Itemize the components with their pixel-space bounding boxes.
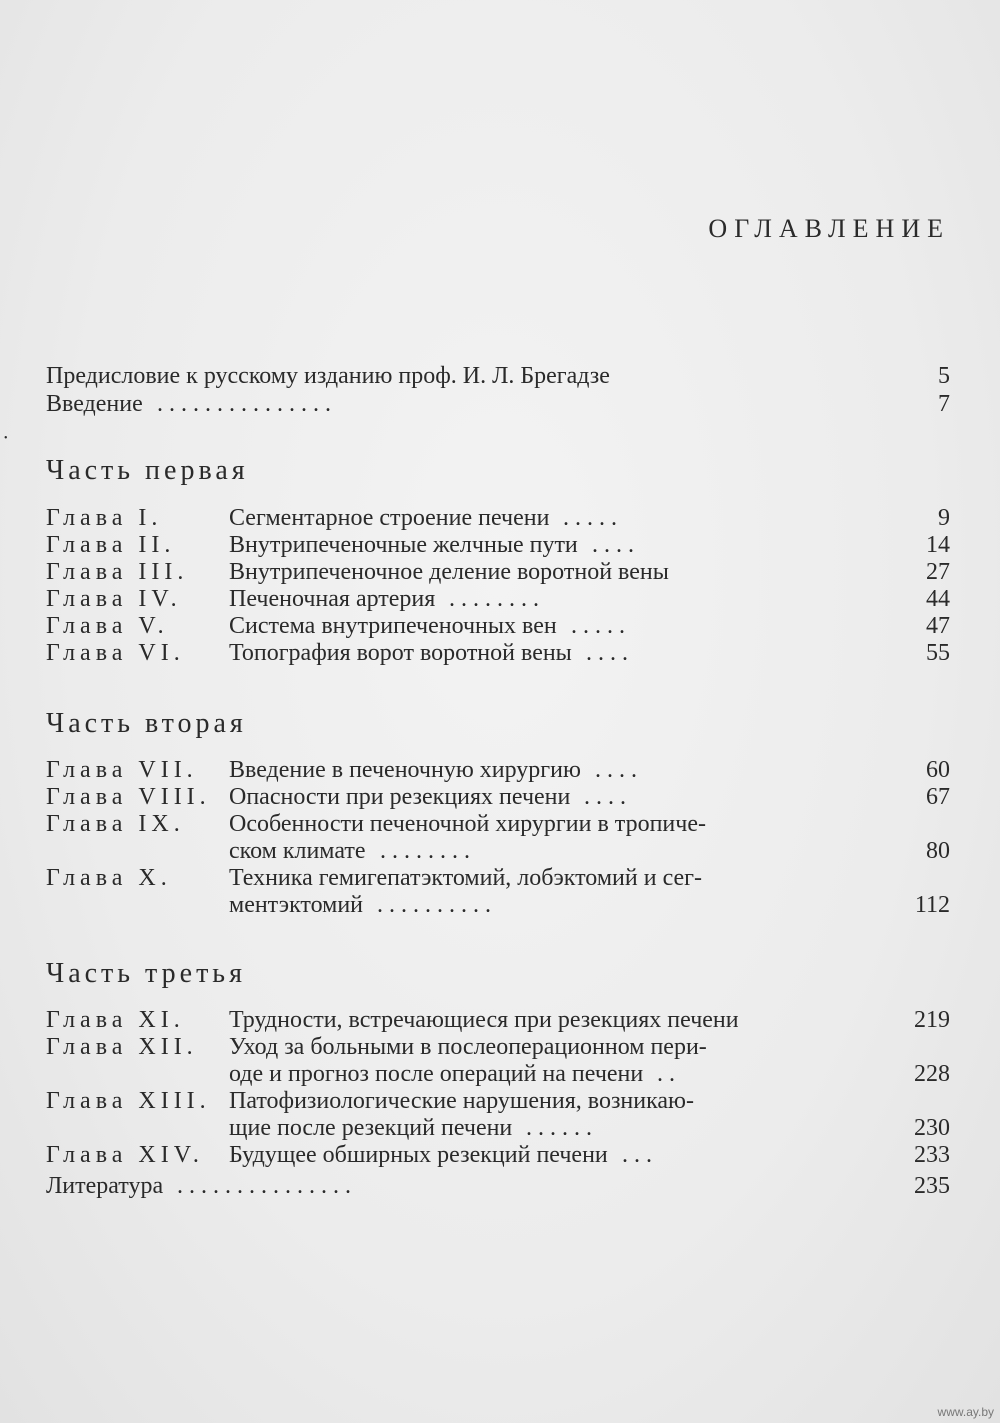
chapter-label: Глава IX. <box>46 811 185 837</box>
toc-heading: ОГЛАВЛЕНИЕ <box>708 214 950 243</box>
chapter-title: Сегментарное строение печени <box>229 505 550 531</box>
leader-dots: . . . . <box>592 532 634 558</box>
leader-dots: . . . . . . <box>526 1115 592 1141</box>
chapter-title: Трудности, встречающиеся при резекциях печени <box>229 1007 739 1033</box>
toc-row <box>46 891 950 919</box>
chapter-label: Глава XIV. <box>46 1142 204 1168</box>
toc-row <box>46 1060 950 1088</box>
toc-row <box>46 756 950 784</box>
chapter-label: Глава I. <box>46 505 163 531</box>
toc-row <box>46 837 950 865</box>
chapter-title: Патофизиологические нарушения, возникаю- <box>229 1088 694 1114</box>
chapter-title: Система внутрипеченочных вен <box>229 613 557 639</box>
toc-row <box>46 585 950 613</box>
page-number: 5 <box>938 363 950 389</box>
leader-dots: . . . . . . . . . . . . . . . <box>157 391 331 417</box>
toc-row <box>46 558 950 586</box>
chapter-label: Глава V. <box>46 613 169 639</box>
toc-row <box>46 810 950 838</box>
page-number: 112 <box>914 892 950 918</box>
chapter-title: Особенности печеночной хирургии в тропиче- <box>229 811 706 837</box>
page-number: 9 <box>938 505 950 531</box>
chapter-label: Глава VI. <box>46 640 185 666</box>
page-number: 230 <box>914 1115 950 1141</box>
leader-dots: . . . . . <box>571 613 625 639</box>
page-number: 14 <box>926 532 950 558</box>
leader-dots: . . . . . <box>563 505 617 531</box>
toc-entry-title: Предисловие к русскому изданию проф. И. Л. Брегадзе <box>46 363 610 389</box>
chapter-title: Топография ворот воротной вены <box>229 640 572 666</box>
page-number: 27 <box>926 559 950 585</box>
toc-row <box>46 504 950 532</box>
page-number: 7 <box>938 391 950 417</box>
chapter-label: Глава III. <box>46 559 189 585</box>
chapter-label: Глава II. <box>46 532 176 558</box>
toc-row <box>46 864 950 892</box>
page-number: 235 <box>914 1173 950 1199</box>
toc-entry-title: Литература <box>46 1173 164 1199</box>
chapter-title: Введение в печеночную хирургию <box>229 757 581 783</box>
part-heading: Часть первая <box>46 455 249 486</box>
leader-dots: . . . . . . . . . . . . . . . <box>177 1173 351 1199</box>
leader-dots: . . . . . . . . <box>380 838 470 864</box>
leader-dots: . . . <box>622 1142 652 1168</box>
toc-row <box>46 783 950 811</box>
page-number: 44 <box>926 586 950 612</box>
page-number: 55 <box>926 640 950 666</box>
toc-row <box>46 362 950 390</box>
chapter-title: Внутрипеченочные желчные пути <box>229 532 578 558</box>
page-number: 80 <box>926 838 950 864</box>
leader-dots: . . . . <box>586 640 628 666</box>
page-number: 233 <box>914 1142 950 1168</box>
chapter-label: Глава VII. <box>46 757 198 783</box>
toc-row <box>46 639 950 667</box>
toc-row <box>46 531 950 559</box>
page-number: 47 <box>926 613 950 639</box>
chapter-label: Глава X. <box>46 865 172 891</box>
page-number: 219 <box>914 1007 950 1033</box>
toc-row <box>46 1114 950 1142</box>
leader-dots: . . . . <box>584 784 626 810</box>
chapter-title: Опасности при резекциях печени <box>229 784 571 810</box>
page-number: 67 <box>926 784 950 810</box>
chapter-label: Глава IV. <box>46 586 182 612</box>
chapter-label: Глава XII. <box>46 1034 198 1060</box>
toc-row <box>46 1033 950 1061</box>
watermark: www.ay.by <box>937 1405 994 1419</box>
chapter-title: Печеночная артерия <box>229 586 436 612</box>
leader-dots: . . . . . . . . . . <box>377 892 491 918</box>
leader-dots: . . . . <box>595 757 637 783</box>
chapter-label: Глава XIII. <box>46 1088 211 1114</box>
chapter-title: Внутрипеченочное деление воротной вены <box>229 559 669 585</box>
leader-dots: . . . . . . . . <box>449 586 539 612</box>
chapter-title: щие после резекций печени <box>229 1115 513 1141</box>
part-heading: Часть третья <box>46 958 246 989</box>
chapter-label: Глава VIII. <box>46 784 211 810</box>
stray-mark: • <box>4 433 8 444</box>
part-heading: Часть вторая <box>46 708 247 739</box>
page-number: 60 <box>926 757 950 783</box>
toc-row <box>46 1087 950 1115</box>
toc-row <box>46 1172 950 1200</box>
chapter-title: ментэктомий <box>229 892 364 918</box>
chapter-title: оде и прогноз после операций на печени <box>229 1061 644 1087</box>
toc-row <box>46 612 950 640</box>
chapter-title: Техника гемигепатэктомий, лобэктомий и сег- <box>229 865 703 891</box>
page-number: 228 <box>914 1061 950 1087</box>
chapter-title: Будущее обширных резекций печени <box>229 1142 608 1168</box>
toc-row <box>46 1141 950 1169</box>
chapter-title: ском климате <box>229 838 366 864</box>
toc-entry-title: Введение <box>46 391 143 417</box>
chapter-label: Глава XI. <box>46 1007 185 1033</box>
chapter-title: Уход за больными в послеоперационном пери- <box>229 1034 707 1060</box>
toc-row <box>46 1006 950 1034</box>
leader-dots: . . <box>657 1061 675 1087</box>
toc-row <box>46 390 950 418</box>
